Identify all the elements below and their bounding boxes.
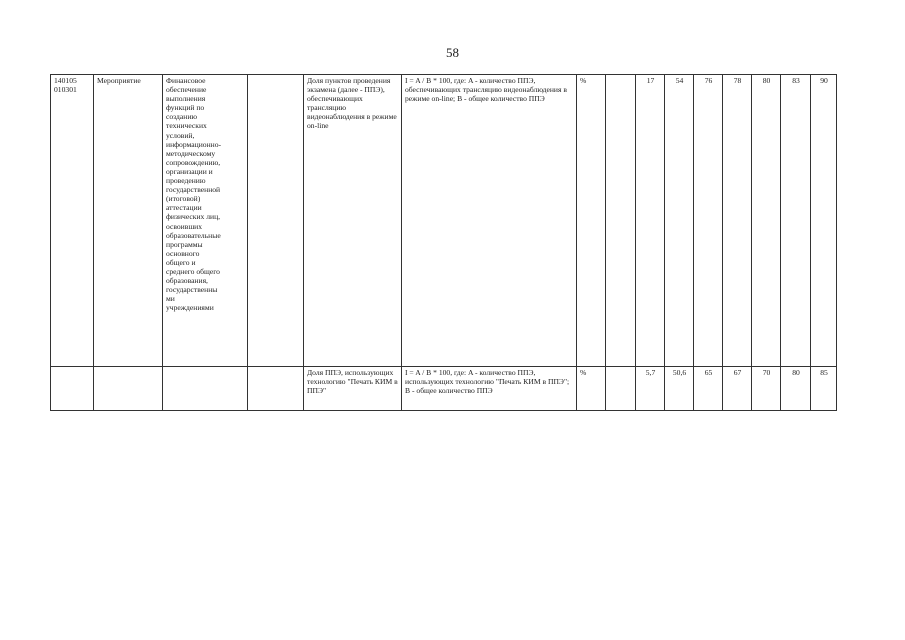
unit-cell: % (577, 75, 606, 367)
value-cell: 50,6 (665, 367, 694, 411)
indicators-table (50, 74, 837, 411)
formula-cell: I = A / B * 100, где: A - количество ППЭ, использующих технологию "Печать КИМ в ППЭ"; B - общее количество ППЭ (402, 367, 577, 411)
value-cell: 80 (752, 75, 781, 367)
empty-cell (248, 75, 304, 367)
value-cell: 78 (723, 75, 752, 367)
unit-cell: % (577, 367, 606, 411)
empty-cell (248, 367, 304, 411)
value-cell: 90 (811, 75, 837, 367)
value-cell: 67 (723, 367, 752, 411)
formula-cell: I = A / B * 100, где: A - количество ППЭ, обеспечивающих трансляцию видеонаблюдения в режиме on-line; B - общее количество ППЭ (402, 75, 577, 367)
value-cell: 17 (636, 75, 665, 367)
value-cell: 76 (694, 75, 723, 367)
value-cell: 85 (811, 367, 837, 411)
page-number: 58 (446, 45, 459, 60)
indicator-cell: Доля ППЭ, использующих технологию "Печать КИМ в ППЭ" (304, 367, 402, 411)
type-cell (94, 367, 163, 411)
table-row (51, 75, 837, 367)
base-cell (606, 367, 636, 411)
table-row (51, 367, 837, 411)
base-cell (606, 75, 636, 367)
code-cell (51, 367, 94, 411)
value-cell: 5,7 (636, 367, 665, 411)
value-cell: 70 (752, 367, 781, 411)
name-cell (163, 367, 248, 411)
value-cell: 54 (665, 75, 694, 367)
type-cell: Мероприятие (94, 75, 163, 367)
value-cell: 83 (781, 75, 811, 367)
value-cell: 80 (781, 367, 811, 411)
value-cell: 65 (694, 367, 723, 411)
code-cell: 140105 010301 (51, 75, 94, 367)
indicator-cell: Доля пунктов проведения экзамена (далее - ППЭ), обеспечивающих трансляцию видеонаблюдения в режиме on-line (304, 75, 402, 367)
name-cell: Финансовое обеспечение выполнения функций по созданию технических условий, информационно- методическому сопровождению, организации и проведению государственной (итоговой) аттестации физических лиц, освоивших образовательные программы основного общего и среднего общего образования, государственны ми учреждениями (163, 75, 248, 367)
